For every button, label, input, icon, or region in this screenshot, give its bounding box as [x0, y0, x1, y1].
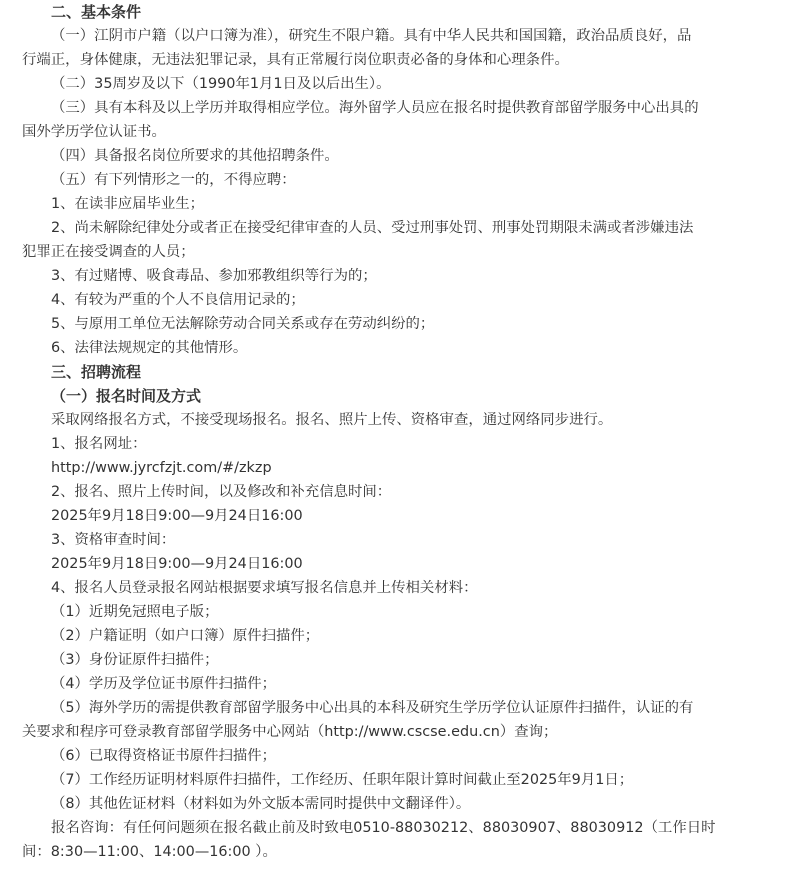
list-item: 6、法律法规规定的其他情形。	[51, 340, 248, 356]
consultation-line: 报名咨询：有任何问题须在报名截止前及时致电0510-88030212、88030907、88030912（工作日时	[51, 820, 716, 836]
paragraph-line: （四）具备报名岗位所要求的其他招聘条件。	[51, 148, 339, 164]
time-range: 2025年9月18日9:00—9月24日16:00	[51, 556, 303, 572]
material-item: （4）学历及学位证书原件扫描件；	[51, 676, 277, 692]
consultation-line-continuation: 间：8:30—11:00、14:00—16:00 ）。	[22, 844, 277, 860]
material-item: （8）其他佐证材料（材料如为外文版本需同时提供中文翻译件）。	[51, 796, 471, 812]
material-item: （1）近期免冠照电子版；	[51, 604, 219, 620]
registration-url-link[interactable]: http://www.jyrcfzjt.com/#/zkzp	[51, 460, 272, 476]
list-item: 2、尚未解除纪律处分或者正在接受纪律审查的人员、受过刑事处罚、刑事处罚期限未满或者涉嫌违法	[51, 220, 694, 236]
list-item: 1、在读非应届毕业生；	[51, 196, 205, 212]
list-item-continuation: 犯罪正在接受调查的人员；	[22, 244, 195, 260]
section-heading-recruitment-process: 三、招聘流程	[51, 363, 142, 381]
list-item: 1、报名网址：	[51, 436, 147, 452]
paragraph-line: （一）江阴市户籍（以户口簿为准），研究生不限户籍。具有中华人民共和国国籍，政治品质良好，品	[51, 28, 692, 44]
material-item: （5）海外学历的需提供教育部留学服务中心出具的本科及研究生学历学位认证原件扫描件，认证的有	[51, 700, 694, 716]
paragraph-line: （五）有下列情形之一的，不得应聘：	[51, 172, 296, 188]
subsection-heading-registration: （一）报名时间及方式	[51, 387, 202, 405]
list-item: 2、报名、照片上传时间，以及修改和补充信息时间：	[51, 484, 392, 500]
material-item: （6）已取得资格证书原件扫描件；	[51, 748, 277, 764]
paragraph-line: （三）具有本科及以上学历并取得相应学位。海外留学人员应在报名时提供教育部留学服务中心出具的	[51, 100, 699, 116]
list-item: 4、报名人员登录报名网站根据要求填写报名信息并上传相关材料：	[51, 580, 478, 596]
list-item: 3、资格审查时间：	[51, 532, 176, 548]
section-heading-basic-conditions: 二、基本条件	[51, 3, 142, 21]
paragraph-line: 国外学历学位认证书。	[22, 124, 166, 140]
paragraph-line: 行端正，身体健康，无违法犯罪记录，具有正常履行岗位职责必备的身体和心理条件。	[22, 52, 569, 68]
material-item: （3）身份证原件扫描件；	[51, 652, 219, 668]
paragraph-line: 采取网络报名方式，不接受现场报名。报名、照片上传、资格审查，通过网络同步进行。	[51, 412, 613, 428]
time-range: 2025年9月18日9:00—9月24日16:00	[51, 508, 303, 524]
list-item: 3、有过赌博、吸食毒品、参加邪教组织等行为的；	[51, 268, 377, 284]
material-item: （2）户籍证明（如户口簿）原件扫描件；	[51, 628, 320, 644]
paragraph-line: （二）35周岁及以下（1990年1月1日及以后出生）。	[51, 76, 391, 92]
material-item: （7）工作经历证明材料原件扫描件，工作经历、任职年限计算时间截止至2025年9月1日；	[51, 772, 634, 788]
list-item: 4、有较为严重的个人不良信用记录的；	[51, 292, 305, 308]
list-item: 5、与原用工单位无法解除劳动合同关系或存在劳动纠纷的；	[51, 316, 435, 332]
material-item-continuation: 关要求和程序可登录教育部留学服务中心网站（http://www.cscse.edu.cn）查询；	[22, 724, 558, 740]
